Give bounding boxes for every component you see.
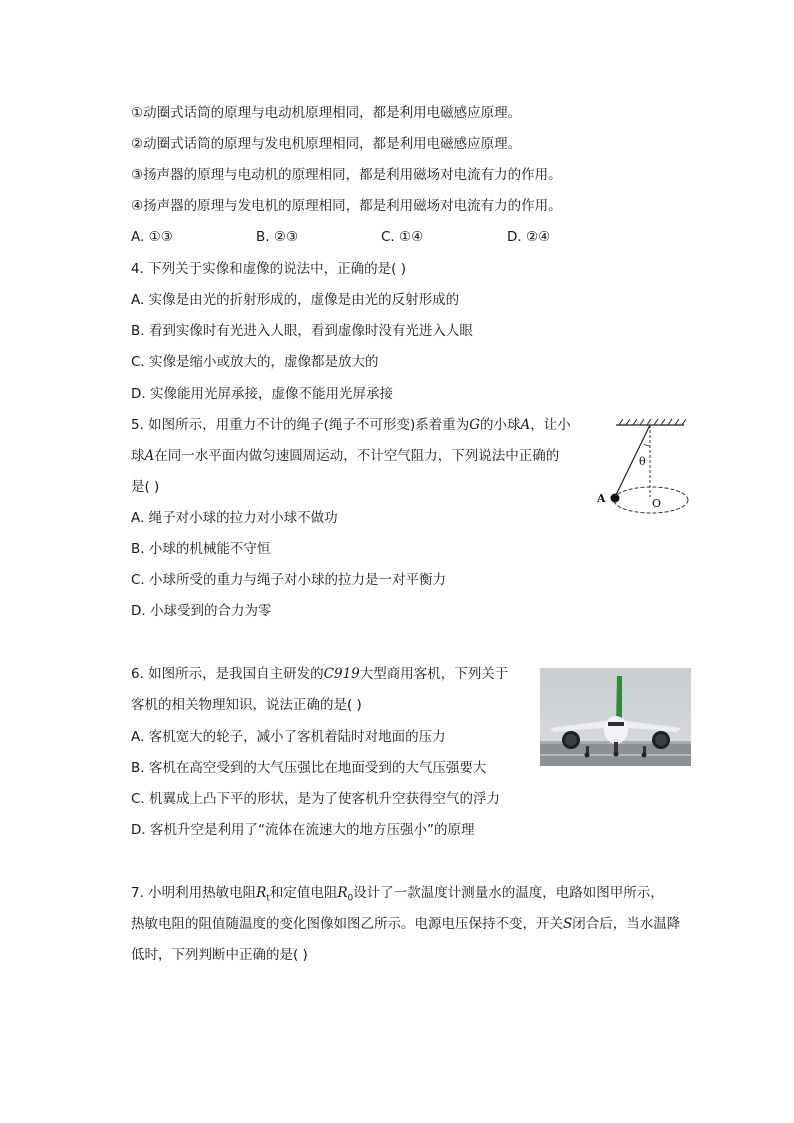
q4-option-b[interactable]: B. 看到实像时有光进入人眼，看到虚像时没有光进入人眼 <box>131 323 473 339</box>
q4-option-c[interactable]: C. 实像是缩小或放大的，虚像都是放大的 <box>131 354 379 370</box>
q5-option-d[interactable]: D. 小球受到的合力为零 <box>131 603 272 619</box>
q3-option-c[interactable]: C. ①④ <box>381 229 424 245</box>
q5-option-b[interactable]: B. 小球的机械能不守恒 <box>131 541 271 557</box>
q6-option-d[interactable]: D. 客机升空是利用了“流体在流速大的地方压强小”的原理 <box>131 822 475 838</box>
q6-option-a[interactable]: A. 客机宽大的轮子，减小了客机着陆时对地面的压力 <box>131 729 446 745</box>
q3-option-a[interactable]: A. ①③ <box>131 229 173 245</box>
q5-stem-line-2: 球A在同一水平面内做匀速圆周运动，不计空气阻力，下列说法中正确的 <box>131 448 560 464</box>
statement-3: ③扬声器的原理与电动机的原理相同，都是利用磁场对电流有力的作用。 <box>131 167 562 183</box>
q6-option-c[interactable]: C. 机翼成上凸下平的形状，是为了使客机升空获得空气的浮力 <box>131 791 501 807</box>
circular-path <box>614 487 688 513</box>
var-a: A <box>520 417 531 433</box>
c919-airplane-photo <box>540 668 691 766</box>
var-c919: C919 <box>323 666 360 682</box>
q6-stem-line-2: 客机的相关物理知识，说法正确的是( ) <box>131 697 362 713</box>
var-g: G <box>469 417 481 433</box>
q3-options <box>131 228 651 246</box>
statement-4: ④扬声器的原理与发电机的原理相同，都是利用磁场对电流有力的作用。 <box>131 198 562 214</box>
q3-option-b[interactable]: B. ②③ <box>256 229 299 245</box>
q7-stem-line-1: 7. 小明利用热敏电阻$R_t$和定值电阻$R_0$设计了一款温度计测量水的温度，电路如图甲所示， <box>131 885 664 904</box>
q6-stem-line-1: 6. 如图所示，是我国自主研发的C919大型商用客机，下列关于 <box>131 666 509 682</box>
q7-stem-line-3: 低时，下列判断中正确的是( ) <box>131 947 308 963</box>
var-s: S <box>563 916 573 932</box>
conical-pendulum-figure <box>595 418 695 520</box>
var-a: A <box>144 448 155 464</box>
point-o-label: O <box>652 497 662 510</box>
q5-option-a[interactable]: A. 绳子对小球的拉力对小球不做功 <box>131 510 338 526</box>
q4-stem: 4. 下列关于实像和虚像的说法中，正确的是( ) <box>131 261 406 277</box>
statement-2: ②动圈式话筒的原理与发电机原理相同，都是利用电磁感应原理。 <box>131 136 522 152</box>
ceiling-hatching <box>619 419 686 425</box>
q5-stem-line-3: 是( ) <box>131 479 160 495</box>
var-rt: R <box>256 885 267 901</box>
statement-1: ①动圈式话筒的原理与电动机原理相同，都是利用电磁感应原理。 <box>131 105 522 121</box>
point-a-label: A <box>597 492 606 505</box>
q3-option-d[interactable]: D. ②④ <box>507 229 551 245</box>
q5-stem-line-1: 5. 如图所示，用重力不计的绳子(绳子不可形变)系着重为G的小球A，让小 <box>131 417 571 433</box>
q4-option-a[interactable]: A. 实像是由光的折射形成的，虚像是由光的反射形成的 <box>131 292 460 308</box>
q4-option-d[interactable]: D. 实像能用光屏承接，虚像不能用光屏承接 <box>131 386 393 402</box>
theta-label: θ <box>639 455 646 468</box>
q6-option-b[interactable]: B. 客机在高空受到的大气压强比在地面受到的大气压强要大 <box>131 760 487 776</box>
q7-stem-line-2: 热敏电阻的阻值随温度的变化图像如图乙所示。电源电压保持不变，开关S闭合后，当水温降 <box>131 916 681 932</box>
angle-arc <box>644 444 650 446</box>
ball-a <box>611 494 620 503</box>
var-r0: R <box>337 885 348 901</box>
q5-option-c[interactable]: C. 小球所受的重力与绳子对小球的拉力是一对平衡力 <box>131 572 447 588</box>
